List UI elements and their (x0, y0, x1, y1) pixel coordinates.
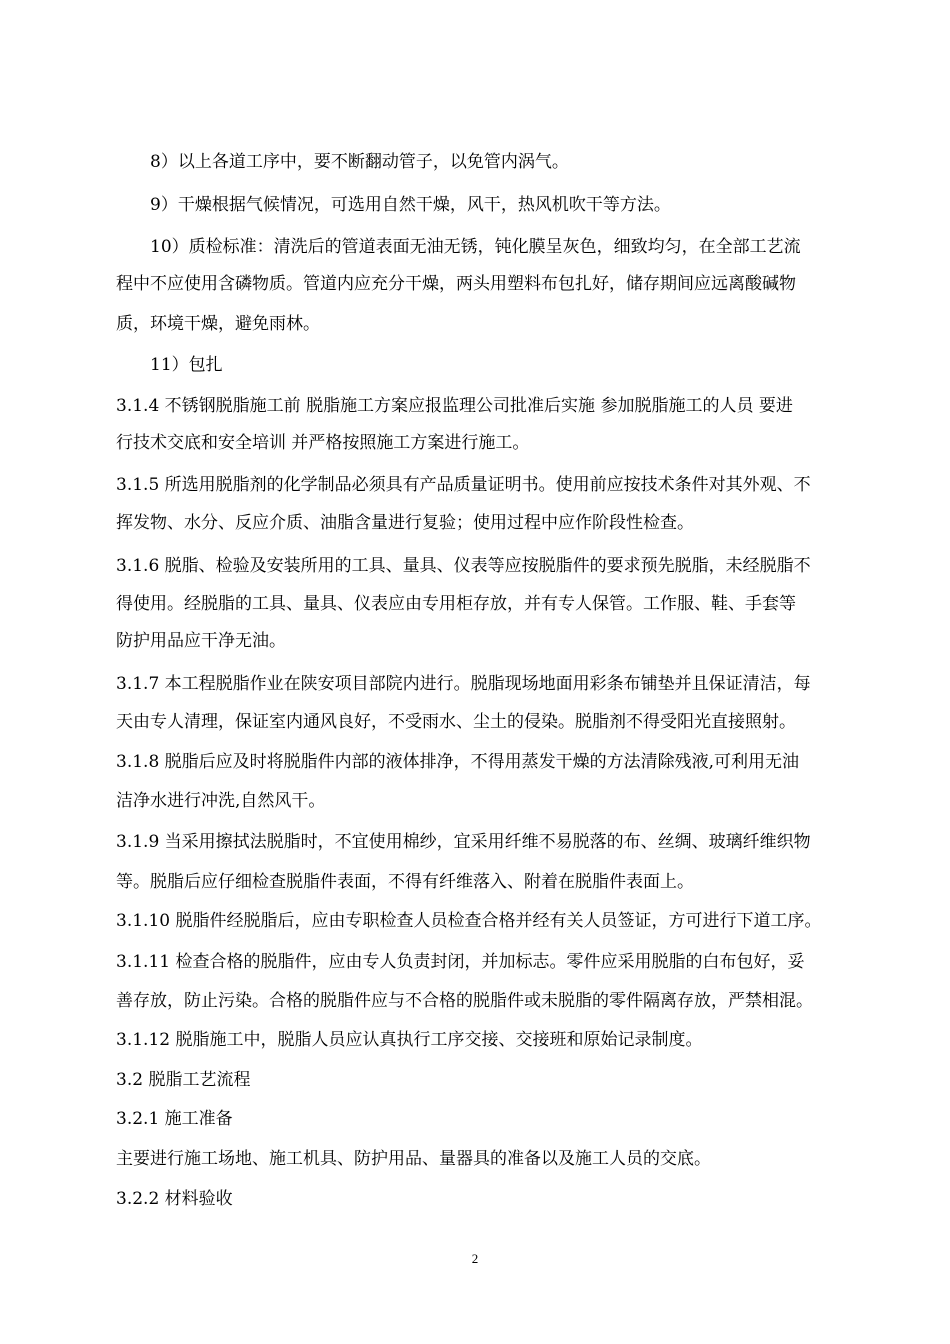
paragraph-line: 3.1.7 本工程脱脂作业在陕安项目部院内进行。脱脂现场地面用彩条布铺垫并且保证清洁，每 (116, 674, 811, 694)
paragraph-line: 得使用。经脱脂的工具、量具、仪表应由专用柜存放，并有专人保管。工作服、鞋、手套等 (116, 594, 796, 614)
paragraph-line: 9）干燥根据气候情况，可选用自然干燥，风干，热风机吹干等方法。 (150, 195, 671, 215)
paragraph-line: 3.1.12 脱脂施工中，脱脂人员应认真执行工序交接、交接班和原始记录制度。 (116, 1030, 703, 1050)
paragraph-line: 3.1.9 当采用擦拭法脱脂时，不宜使用棉纱，宜采用纤维不易脱落的布、丝绸、玻璃纤维织物 (116, 832, 811, 852)
paragraph-line: 等。脱脂后应仔细检查脱脂件表面，不得有纤维落入、附着在脱脂件表面上。 (116, 872, 694, 892)
paragraph-line: 质，环境干燥，避免雨林。 (116, 314, 320, 334)
paragraph-line: 3.1.8 脱脂后应及时将脱脂件内部的液体排净，不得用蒸发干燥的方法清除残液,可利用无油 (116, 752, 800, 772)
subsection-heading: 3.2.1 施工准备 (116, 1109, 233, 1129)
paragraph-line: 10）质检标准：清洗后的管道表面无油无锈，钝化膜呈灰色，细致均匀，在全部工艺流 (150, 237, 801, 257)
page-number: 2 (471, 1251, 479, 1266)
paragraph-line: 洁净水进行冲洗,自然风干。 (116, 791, 326, 811)
paragraph-line: 主要进行施工场地、施工机具、防护用品、量器具的准备以及施工人员的交底。 (116, 1149, 711, 1169)
paragraph-line: 程中不应使用含磷物质。管道内应充分干燥，两头用塑料布包扎好，储存期间应远离酸碱物 (116, 274, 796, 294)
paragraph-line: 3.1.6 脱脂、检验及安装所用的工具、量具、仪表等应按脱脂件的要求预先脱脂，未经脱脂不 (116, 556, 811, 576)
paragraph-line: 天由专人清理，保证室内通风良好，不受雨水、尘土的侵染。脱脂剂不得受阳光直接照射。 (116, 712, 796, 732)
paragraph-line: 3.1.5 所选用脱脂剂的化学制品必须具有产品质量证明书。使用前应按技术条件对其外观、不 (116, 475, 811, 495)
paragraph-line: 3.1.10 脱脂件经脱脂后，应由专职检查人员检查合格并经有关人员签证，方可进行下道工序。 (116, 911, 822, 931)
paragraph-line: 善存放，防止污染。合格的脱脂件应与不合格的脱脂件或未脱脂的零件隔离存放，严禁相混。 (116, 991, 813, 1011)
paragraph-line: 11）包扎 (150, 355, 223, 375)
paragraph-line: 防护用品应干净无油。 (116, 631, 286, 651)
subsection-heading: 3.2.2 材料验收 (116, 1189, 233, 1209)
paragraph-line: 行技术交底和安全培训 并严格按照施工方案进行施工。 (116, 433, 530, 453)
paragraph-line: 3.1.11 检查合格的脱脂件，应由专人负责封闭，并加标志。零件应采用脱脂的白布包好，妥 (116, 952, 805, 972)
section-heading: 3.2 脱脂工艺流程 (116, 1070, 251, 1090)
paragraph-line: 8）以上各道工序中，要不断翻动管子，以免管内涡气。 (150, 152, 569, 172)
paragraph-line: 挥发物、水分、反应介质、油脂含量进行复验；使用过程中应作阶段性检查。 (116, 513, 694, 533)
paragraph-line: 3.1.4 不锈钢脱脂施工前 脱脂施工方案应报监理公司批准后实施 参加脱脂施工的人员 要进 (116, 396, 793, 416)
